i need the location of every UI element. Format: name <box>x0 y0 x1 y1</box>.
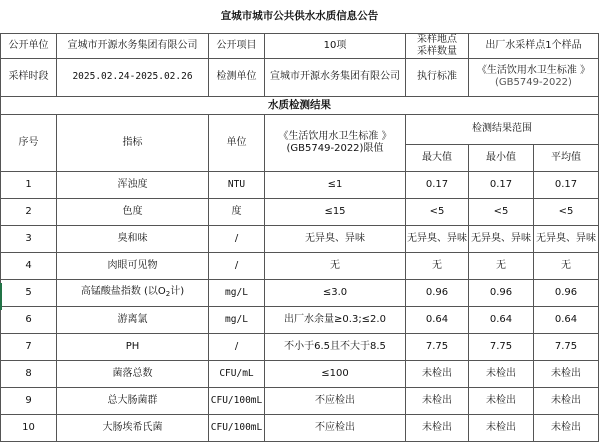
row-unit: / <box>209 252 265 279</box>
row-min: 未检出 <box>469 414 534 441</box>
row-min: 无 <box>469 252 534 279</box>
row-limit: ≤3.0 <box>265 279 406 306</box>
row-limit: ≤100 <box>265 360 406 387</box>
row-limit: ≤15 <box>265 198 406 225</box>
sampling-value: 出厂水采样点1个样品 <box>469 33 599 58</box>
row-no: 8 <box>1 360 57 387</box>
row-limit: 不应检出 <box>265 387 406 414</box>
standard-label: 执行标准 <box>406 58 469 96</box>
period-label: 采样时段 <box>1 58 57 96</box>
header-avg: 平均值 <box>534 144 599 171</box>
row-indicator: 肉眼可见物 <box>57 252 209 279</box>
header-limit <box>265 114 406 171</box>
row-indicator: 总大肠菌群 <box>57 387 209 414</box>
row-avg: 0.96 <box>534 279 599 306</box>
publisher-label: 公开单位 <box>1 33 57 58</box>
standard-value-line2: (GB5749-2022) <box>495 77 572 88</box>
row-unit: CFU/100mL <box>209 414 265 441</box>
row-unit: 度 <box>209 198 265 225</box>
publisher-value: 宣城市开源水务集团有限公司 <box>57 33 209 58</box>
table-row <box>1 198 599 225</box>
indicator-text-end: 计) <box>170 285 185 297</box>
row-max: 7.75 <box>406 333 469 360</box>
header-limit-line1: 《生活饮用水卫生标准 》 <box>278 130 392 142</box>
row-indicator: PH <box>57 333 209 360</box>
header-range: 检测结果范围 <box>406 114 599 144</box>
row-no: 7 <box>1 333 57 360</box>
row-indicator: 大肠埃希氏菌 <box>57 414 209 441</box>
section-title: 水质检测结果 <box>1 96 599 114</box>
row-limit: 出厂水余量≥0.3;≤2.0 <box>265 306 406 333</box>
row-indicator: 游离氯 <box>57 306 209 333</box>
row-no: 3 <box>1 225 57 252</box>
row-min: 0.64 <box>469 306 534 333</box>
indicator-subscript: 2 <box>165 289 171 298</box>
row-indicator: 菌落总数 <box>57 360 209 387</box>
row-indicator: 浑浊度 <box>57 171 209 198</box>
period-value: 2025.02.24-2025.02.26 <box>57 58 209 96</box>
header-limit-line2: (GB5749-2022)限值 <box>286 142 384 154</box>
row-max: 0.64 <box>406 306 469 333</box>
row-limit: 不应检出 <box>265 414 406 441</box>
items-value: 10项 <box>265 33 406 58</box>
items-label: 公开项目 <box>209 33 265 58</box>
row-no: 2 <box>1 198 57 225</box>
row-min: 0.96 <box>469 279 534 306</box>
header-unit: 单位 <box>209 114 265 171</box>
row-avg: 无 <box>534 252 599 279</box>
table-row <box>1 333 599 360</box>
row-max: 未检出 <box>406 360 469 387</box>
row-unit: / <box>209 225 265 252</box>
row-max: 0.96 <box>406 279 469 306</box>
row-unit: / <box>209 333 265 360</box>
row-avg: 0.64 <box>534 306 599 333</box>
row-min: <5 <box>469 198 534 225</box>
row-avg: 未检出 <box>534 414 599 441</box>
row-indicator <box>57 279 209 306</box>
row-min: 未检出 <box>469 360 534 387</box>
row-indicator: 色度 <box>57 198 209 225</box>
row-max: 无 <box>406 252 469 279</box>
indicator-text: 高锰酸盐指数 (以O <box>80 285 166 297</box>
row-max: 未检出 <box>406 414 469 441</box>
row-min: 未检出 <box>469 387 534 414</box>
row-max: <5 <box>406 198 469 225</box>
row-max: 0.17 <box>406 171 469 198</box>
test-unit-value: 宣城市开源水务集团有限公司 <box>265 58 406 96</box>
row-limit: 无异臭、异味 <box>265 225 406 252</box>
table-row <box>1 387 599 414</box>
row-no: 10 <box>1 414 57 441</box>
row-min: 无异臭、异味 <box>469 225 534 252</box>
header-max: 最大值 <box>406 144 469 171</box>
header-no: 序号 <box>1 114 57 171</box>
standard-value-line1: 《生活饮用水卫生标准 》 <box>476 65 591 76</box>
page-title: 宣城市城市公共供水水质信息公告 <box>220 10 379 23</box>
row-indicator: 臭和味 <box>57 225 209 252</box>
table-row <box>1 225 599 252</box>
row-unit: mg/L <box>209 306 265 333</box>
row-avg: 未检出 <box>534 360 599 387</box>
test-unit-label: 检测单位 <box>209 58 265 96</box>
standard-value <box>469 58 599 96</box>
row-max: 无异臭、异味 <box>406 225 469 252</box>
header-min: 最小值 <box>469 144 534 171</box>
row-avg: 0.17 <box>534 171 599 198</box>
table-row <box>1 171 599 198</box>
table-row <box>1 306 599 333</box>
sampling-label-line1: 采样地点 <box>417 33 457 45</box>
row-limit: 无 <box>265 252 406 279</box>
row-no: 6 <box>1 306 57 333</box>
row-limit: ≤1 <box>265 171 406 198</box>
row-unit: CFU/100mL <box>209 387 265 414</box>
row-unit: CFU/mL <box>209 360 265 387</box>
row-min: 7.75 <box>469 333 534 360</box>
row-selection-indicator <box>0 283 2 310</box>
header-indicator: 指标 <box>57 114 209 171</box>
row-unit: mg/L <box>209 279 265 306</box>
row-no: 5 <box>1 279 57 306</box>
row-avg: 未检出 <box>534 387 599 414</box>
row-min: 0.17 <box>469 171 534 198</box>
row-limit: 不小于6.5且不大于8.5 <box>265 333 406 360</box>
table-row <box>1 252 599 279</box>
row-avg: <5 <box>534 198 599 225</box>
table-row <box>1 360 599 387</box>
sampling-label-line2: 采样数量 <box>417 45 457 57</box>
table-row <box>1 279 599 306</box>
sampling-label <box>406 33 469 58</box>
row-no: 1 <box>1 171 57 198</box>
row-unit: NTU <box>209 171 265 198</box>
row-max: 未检出 <box>406 387 469 414</box>
row-avg: 无异臭、异味 <box>534 225 599 252</box>
row-no: 9 <box>1 387 57 414</box>
row-no: 4 <box>1 252 57 279</box>
row-avg: 7.75 <box>534 333 599 360</box>
table-row <box>1 414 599 441</box>
